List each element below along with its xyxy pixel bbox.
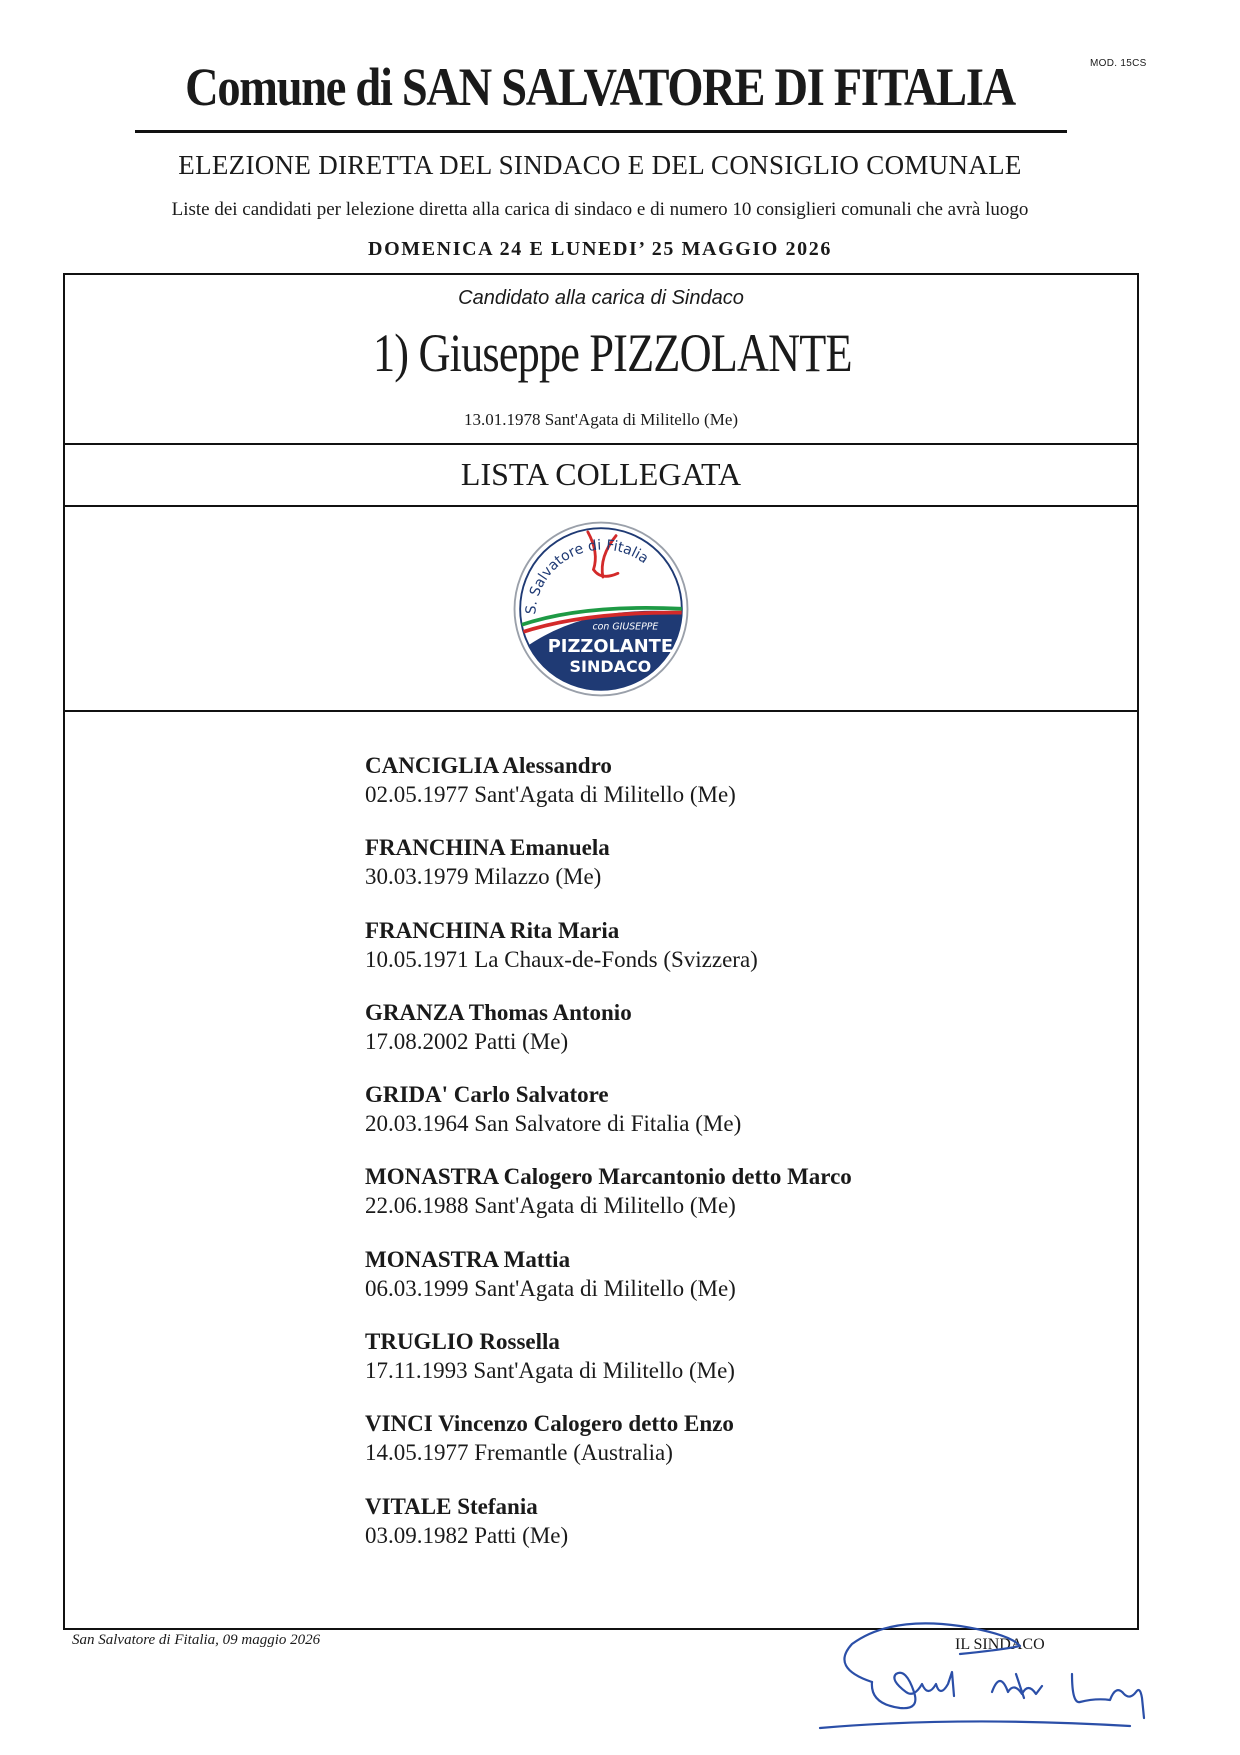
list-heading: LISTA COLLEGATA <box>460 456 742 492</box>
candidate-details: 17.08.2002 Patti (Me) <box>365 1028 569 1054</box>
candidate-list <box>365 752 1065 1575</box>
candidate-entry <box>365 917 1065 999</box>
candidate-details: 14.05.1977 Fremantle (Australia) <box>365 1440 673 1466</box>
frame-divider <box>63 710 1139 712</box>
page-title: Comune di SAN SALVATORE DI FITALIA <box>185 57 1015 117</box>
candidate-entry <box>365 1328 1065 1410</box>
candidate-name: MONASTRA Mattia <box>365 1246 571 1272</box>
candidate-entry <box>365 1493 1065 1575</box>
party-logo <box>507 515 695 703</box>
candidate-name: CANCIGLIA Alessandro <box>365 753 612 778</box>
candidate-details: 06.03.1999 Sant'Agata di Militello (Me) <box>365 1275 736 1301</box>
candidate-entry <box>365 999 1065 1081</box>
candidate-name: MONASTRA Calogero Marcantonio detto Marco <box>365 1164 852 1190</box>
signature-mark <box>810 1608 1190 1738</box>
candidate-name: FRANCHINA Rita Maria <box>365 917 620 943</box>
mayor-birth: 13.01.1978 Sant'Agata di Militello (Me) <box>463 410 739 429</box>
candidate-entry <box>365 1246 1065 1328</box>
mayor-name: 1) Giuseppe PIZZOLANTE <box>372 323 852 383</box>
election-date: DOMENICA 24 E LUNEDI’ 25 MAGGIO 2026 <box>368 238 832 260</box>
logo-con-text: con GIUSEPPE <box>592 621 659 633</box>
candidate-entry <box>365 1410 1065 1492</box>
candidate-details: 30.03.1979 Milazzo (Me) <box>365 864 602 890</box>
candidate-name: VINCI Vincenzo Calogero detto Enzo <box>365 1411 734 1437</box>
model-code: MOD. 15CS <box>1090 58 1147 69</box>
candidate-entry <box>365 1081 1065 1163</box>
candidate-details: 03.09.1982 Patti (Me) <box>365 1522 569 1548</box>
frame-divider <box>63 443 1139 445</box>
candidate-entry <box>365 752 1065 834</box>
candidate-details: 17.11.1993 Sant'Agata di Militello (Me) <box>365 1358 735 1384</box>
candidate-name: FRANCHINA Emanuela <box>365 835 610 861</box>
candidate-name: GRIDA' Carlo Salvatore <box>365 1082 609 1108</box>
election-subtitle: ELEZIONE DIRETTA DEL SINDACO E DEL CONSIGLIO COMUNALE <box>178 150 1022 180</box>
candidate-details: 02.05.1977 Sant'Agata di Militello (Me) <box>365 782 736 807</box>
candidate-entry <box>365 834 1065 916</box>
candidate-details: 10.05.1971 La Chaux-de-Fonds (Svizzera) <box>365 946 758 972</box>
logo-name-line2: SINDACO <box>569 656 652 676</box>
logo-name-line1: PIZZOLANTE <box>547 636 674 658</box>
candidate-details: 22.06.1988 Sant'Agata di Militello (Me) <box>365 1193 736 1219</box>
candidate-name: VITALE Stefania <box>365 1493 538 1519</box>
mayor-label: Candidato alla carica di Sindaco <box>458 287 744 309</box>
election-description: Liste dei candidati per lelezione diretta alla carica di sindaco e di numero 10 consiglieri comunali che avrà luogo <box>171 199 1029 220</box>
candidate-details: 20.03.1964 San Salvatore di Fitalia (Me) <box>365 1111 742 1137</box>
signatory-label: IL SINDACO <box>955 1636 1045 1653</box>
logo-top-text: S. Salvatore di Fitalia <box>523 537 652 616</box>
candidate-entry <box>365 1163 1065 1245</box>
candidate-name: TRUGLIO Rossella <box>365 1329 560 1355</box>
footer-place-date: San Salvatore di Fitalia, 09 maggio 2026 <box>72 1632 321 1648</box>
frame-divider <box>63 505 1139 507</box>
title-underline <box>135 130 1067 133</box>
candidate-name: GRANZA Thomas Antonio <box>365 999 632 1025</box>
